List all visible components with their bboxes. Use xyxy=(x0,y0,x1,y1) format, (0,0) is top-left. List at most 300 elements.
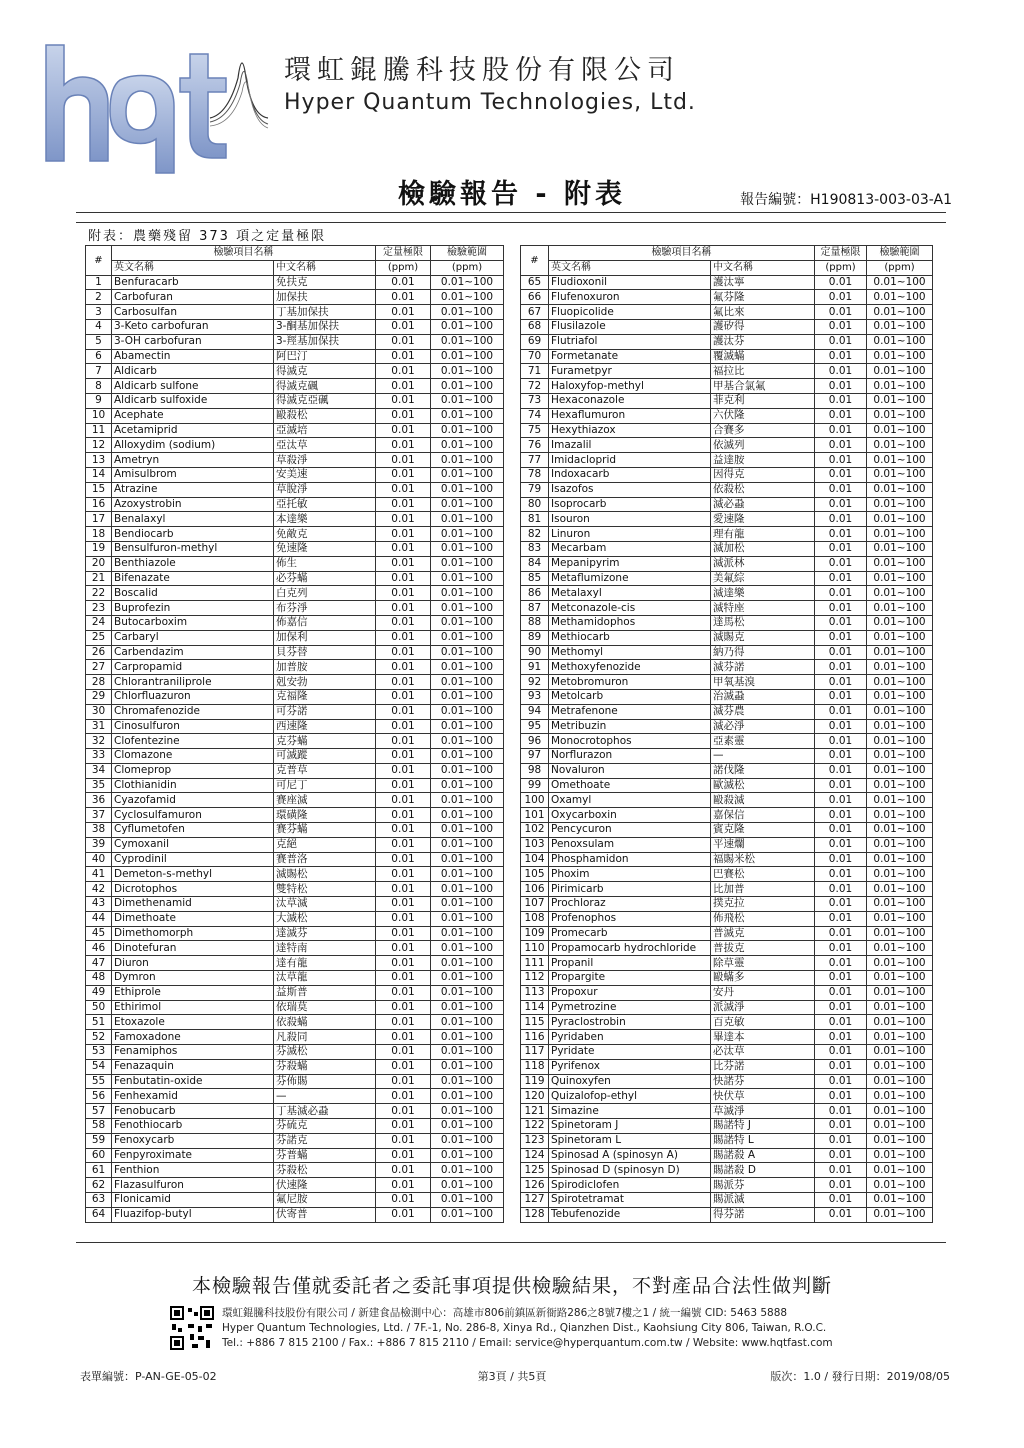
english-name: Fenobucarb xyxy=(112,1104,274,1119)
loq-value: 0.01 xyxy=(815,364,867,379)
chinese-name: 六伏隆 xyxy=(711,408,815,423)
table-row xyxy=(521,985,933,1000)
contact-block xyxy=(222,1306,833,1351)
english-name: Flusilazole xyxy=(549,319,711,334)
chinese-name: 合賽多 xyxy=(711,423,815,438)
loq-value: 0.01 xyxy=(815,453,867,468)
range-value: 0.01~100 xyxy=(867,689,933,704)
table-row xyxy=(86,689,504,704)
table-row xyxy=(86,556,504,571)
loq-value: 0.01 xyxy=(815,956,867,971)
table-row xyxy=(521,275,933,290)
row-number: 22 xyxy=(86,586,112,601)
chinese-name: 克普草 xyxy=(274,763,376,778)
table-row xyxy=(521,926,933,941)
range-value: 0.01~100 xyxy=(431,867,504,882)
chinese-name: 克福隆 xyxy=(274,689,376,704)
table-row xyxy=(521,453,933,468)
col-range-header: 檢驗範圍 xyxy=(431,246,504,261)
english-name: Linuron xyxy=(549,527,711,542)
range-value: 0.01~100 xyxy=(431,497,504,512)
row-number: 16 xyxy=(86,497,112,512)
loq-value: 0.01 xyxy=(376,453,431,468)
loq-value: 0.01 xyxy=(815,319,867,334)
english-name: Monocrotophos xyxy=(549,734,711,749)
chinese-name: — xyxy=(711,749,815,764)
row-number: 99 xyxy=(521,778,549,793)
table-row xyxy=(86,1015,504,1030)
row-number: 90 xyxy=(521,645,549,660)
row-number: 89 xyxy=(521,630,549,645)
english-name: Haloxyfop-methyl xyxy=(549,379,711,394)
row-number: 110 xyxy=(521,941,549,956)
col-range-header: 檢驗範圍 xyxy=(867,246,933,261)
range-value: 0.01~100 xyxy=(431,704,504,719)
chinese-name: 布芬淨 xyxy=(274,601,376,616)
chinese-name: 達特南 xyxy=(274,941,376,956)
row-number: 50 xyxy=(86,1000,112,1015)
loq-value: 0.01 xyxy=(376,719,431,734)
row-number: 3 xyxy=(86,305,112,320)
table-row xyxy=(86,319,504,334)
loq-value: 0.01 xyxy=(815,719,867,734)
chinese-name: 平速爛 xyxy=(711,837,815,852)
table-row xyxy=(86,1089,504,1104)
table-row xyxy=(86,334,504,349)
range-value: 0.01~100 xyxy=(431,527,504,542)
english-name: Oxycarboxin xyxy=(549,808,711,823)
range-value: 0.01~100 xyxy=(867,541,933,556)
english-name: Butocarboxim xyxy=(112,615,274,630)
english-name: Methoxyfenozide xyxy=(549,660,711,675)
english-name: Pyridaben xyxy=(549,1030,711,1045)
range-value: 0.01~100 xyxy=(431,438,504,453)
chinese-name: 撲克拉 xyxy=(711,897,815,912)
range-value: 0.01~100 xyxy=(867,349,933,364)
range-value: 0.01~100 xyxy=(867,778,933,793)
loq-value: 0.01 xyxy=(815,556,867,571)
range-value: 0.01~100 xyxy=(867,556,933,571)
loq-value: 0.01 xyxy=(376,512,431,527)
range-value: 0.01~100 xyxy=(431,734,504,749)
col-en-header: 英文名稱 xyxy=(112,260,274,275)
range-value: 0.01~100 xyxy=(431,1059,504,1074)
row-number: 119 xyxy=(521,1074,549,1089)
table-row xyxy=(86,926,504,941)
chinese-name: 滅特座 xyxy=(711,601,815,616)
table-row xyxy=(521,305,933,320)
loq-value: 0.01 xyxy=(815,497,867,512)
english-name: Pencycuron xyxy=(549,823,711,838)
range-value: 0.01~100 xyxy=(431,1089,504,1104)
row-number: 123 xyxy=(521,1133,549,1148)
row-number: 76 xyxy=(521,438,549,453)
english-name: Metribuzin xyxy=(549,719,711,734)
loq-value: 0.01 xyxy=(815,571,867,586)
loq-value: 0.01 xyxy=(815,1148,867,1163)
table-row xyxy=(521,867,933,882)
chinese-name: 安美速 xyxy=(274,467,376,482)
table-row xyxy=(86,453,504,468)
chinese-name: 芬殺松 xyxy=(274,1163,376,1178)
table-row xyxy=(521,556,933,571)
english-name: Profenophos xyxy=(549,911,711,926)
row-number: 122 xyxy=(521,1119,549,1134)
english-name: Prochloraz xyxy=(549,897,711,912)
loq-value: 0.01 xyxy=(815,852,867,867)
loq-value: 0.01 xyxy=(815,630,867,645)
english-name: Propanil xyxy=(549,956,711,971)
chinese-name: 亞滅培 xyxy=(274,423,376,438)
chinese-name: 賽芬蟎 xyxy=(274,823,376,838)
row-number: 43 xyxy=(86,897,112,912)
chinese-name: 必芬蟎 xyxy=(274,571,376,586)
company-name-en: Hyper Quantum Technologies, Ltd. xyxy=(284,90,696,115)
table-row xyxy=(86,467,504,482)
table-row xyxy=(86,852,504,867)
range-value: 0.01~100 xyxy=(867,1045,933,1060)
chinese-name: 依殺蟎 xyxy=(274,1015,376,1030)
range-value: 0.01~100 xyxy=(867,586,933,601)
english-name: Metobromuron xyxy=(549,675,711,690)
bottom-divider xyxy=(76,1242,946,1243)
loq-value: 0.01 xyxy=(815,1133,867,1148)
row-number: 32 xyxy=(86,734,112,749)
loq-value: 0.01 xyxy=(815,423,867,438)
table-row xyxy=(521,675,933,690)
loq-value: 0.01 xyxy=(376,793,431,808)
range-value: 0.01~100 xyxy=(867,882,933,897)
row-number: 24 xyxy=(86,615,112,630)
range-value: 0.01~100 xyxy=(431,541,504,556)
contact-zh: 環虹錕騰科技股份有限公司 / 新建食品檢測中心：高雄市806前鎮區新衙路286之8號7樓之1 / 統一編號 CID: 5463 5888 xyxy=(222,1307,788,1319)
english-name: Demeton-s-methyl xyxy=(112,867,274,882)
loq-value: 0.01 xyxy=(376,290,431,305)
table-row xyxy=(86,408,504,423)
english-name: Ethirimol xyxy=(112,1000,274,1015)
english-name: Imazalil xyxy=(549,438,711,453)
table-row xyxy=(521,734,933,749)
chinese-name: 可尼丁 xyxy=(274,778,376,793)
table-row xyxy=(521,1015,933,1030)
english-name: Carpropamid xyxy=(112,660,274,675)
loq-value: 0.01 xyxy=(376,985,431,1000)
loq-value: 0.01 xyxy=(376,808,431,823)
range-value: 0.01~100 xyxy=(867,1059,933,1074)
row-number: 60 xyxy=(86,1148,112,1163)
loq-value: 0.01 xyxy=(376,645,431,660)
loq-value: 0.01 xyxy=(376,334,431,349)
range-value: 0.01~100 xyxy=(431,660,504,675)
range-value: 0.01~100 xyxy=(867,1133,933,1148)
english-name: Spinosad A (spinosyn A) xyxy=(549,1148,711,1163)
row-number: 35 xyxy=(86,778,112,793)
row-number: 63 xyxy=(86,1193,112,1208)
table-row xyxy=(86,1148,504,1163)
row-number: 80 xyxy=(521,497,549,512)
chinese-name: 諾伐隆 xyxy=(711,763,815,778)
table-row xyxy=(521,837,933,852)
range-value: 0.01~100 xyxy=(431,1148,504,1163)
loq-value: 0.01 xyxy=(376,1030,431,1045)
english-name: Cyflumetofen xyxy=(112,823,274,838)
row-number: 69 xyxy=(521,334,549,349)
english-name: Hexythiazox xyxy=(549,423,711,438)
english-name: Formetanate xyxy=(549,349,711,364)
table-row xyxy=(86,749,504,764)
row-number: 57 xyxy=(86,1104,112,1119)
row-number: 36 xyxy=(86,793,112,808)
loq-value: 0.01 xyxy=(815,379,867,394)
table-row xyxy=(86,719,504,734)
row-number: 6 xyxy=(86,349,112,364)
english-name: Propamocarb hydrochloride xyxy=(549,941,711,956)
row-number: 71 xyxy=(521,364,549,379)
loq-value: 0.01 xyxy=(815,1089,867,1104)
range-value: 0.01~100 xyxy=(431,379,504,394)
loq-value: 0.01 xyxy=(376,319,431,334)
row-number: 113 xyxy=(521,985,549,1000)
loq-value: 0.01 xyxy=(815,1104,867,1119)
table-row xyxy=(86,527,504,542)
table-row xyxy=(521,1178,933,1193)
loq-value: 0.01 xyxy=(376,467,431,482)
english-name: Clomazone xyxy=(112,749,274,764)
table-row xyxy=(521,438,933,453)
loq-value: 0.01 xyxy=(376,971,431,986)
range-value: 0.01~100 xyxy=(867,275,933,290)
col-zh-header: 中文名稱 xyxy=(711,260,815,275)
row-number: 18 xyxy=(86,527,112,542)
col-loq-header: 定量極限 xyxy=(376,246,431,261)
loq-value: 0.01 xyxy=(815,393,867,408)
loq-value: 0.01 xyxy=(815,615,867,630)
row-number: 12 xyxy=(86,438,112,453)
english-name: Dimethoate xyxy=(112,911,274,926)
table-row xyxy=(86,601,504,616)
row-number: 15 xyxy=(86,482,112,497)
row-number: 1 xyxy=(86,275,112,290)
chinese-name: 達滅芬 xyxy=(274,926,376,941)
chinese-name: 美氟綜 xyxy=(711,571,815,586)
chinese-name: 雙特松 xyxy=(274,882,376,897)
english-name: Flutriafol xyxy=(549,334,711,349)
table-row xyxy=(521,586,933,601)
loq-value: 0.01 xyxy=(815,734,867,749)
english-name: Buprofezin xyxy=(112,601,274,616)
loq-value: 0.01 xyxy=(376,556,431,571)
row-number: 53 xyxy=(86,1045,112,1060)
chinese-name: 芬殺蟎 xyxy=(274,1059,376,1074)
loq-value: 0.01 xyxy=(376,541,431,556)
range-value: 0.01~100 xyxy=(431,823,504,838)
chinese-name: 伏寄普 xyxy=(274,1207,376,1222)
table-row xyxy=(521,482,933,497)
table-row xyxy=(86,512,504,527)
row-number: 65 xyxy=(521,275,549,290)
chinese-name: 甲基合氯氟 xyxy=(711,379,815,394)
loq-value: 0.01 xyxy=(815,512,867,527)
row-number: 95 xyxy=(521,719,549,734)
table-row xyxy=(86,438,504,453)
range-value: 0.01~100 xyxy=(867,749,933,764)
table-row xyxy=(86,808,504,823)
row-number: 25 xyxy=(86,630,112,645)
range-value: 0.01~100 xyxy=(867,1015,933,1030)
chinese-name: 益斯普 xyxy=(274,985,376,1000)
row-number: 115 xyxy=(521,1015,549,1030)
range-value: 0.01~100 xyxy=(431,290,504,305)
chinese-name: 貝芬替 xyxy=(274,645,376,660)
range-value: 0.01~100 xyxy=(431,645,504,660)
loq-value: 0.01 xyxy=(376,408,431,423)
loq-value: 0.01 xyxy=(815,438,867,453)
range-value: 0.01~100 xyxy=(867,1148,933,1163)
english-name: Mecarbam xyxy=(549,541,711,556)
chinese-name: 安丹 xyxy=(711,985,815,1000)
row-number: 75 xyxy=(521,423,549,438)
loq-value: 0.01 xyxy=(376,349,431,364)
loq-value: 0.01 xyxy=(815,645,867,660)
qr-code-icon xyxy=(170,1306,214,1350)
english-name: Fenthion xyxy=(112,1163,274,1178)
english-name: Fenbutatin-oxide xyxy=(112,1074,274,1089)
loq-value: 0.01 xyxy=(376,1074,431,1089)
loq-value: 0.01 xyxy=(376,867,431,882)
row-number: 45 xyxy=(86,926,112,941)
english-name: Atrazine xyxy=(112,482,274,497)
loq-value: 0.01 xyxy=(376,675,431,690)
chinese-name: — xyxy=(274,1089,376,1104)
row-number: 20 xyxy=(86,556,112,571)
row-number: 125 xyxy=(521,1163,549,1178)
table-row xyxy=(86,1119,504,1134)
range-value: 0.01~100 xyxy=(867,823,933,838)
range-value: 0.01~100 xyxy=(431,1015,504,1030)
english-name: Ethiprole xyxy=(112,985,274,1000)
row-number: 108 xyxy=(521,911,549,926)
table-row xyxy=(86,660,504,675)
range-value: 0.01~100 xyxy=(431,586,504,601)
loq-value: 0.01 xyxy=(376,749,431,764)
row-number: 44 xyxy=(86,911,112,926)
table-row xyxy=(86,305,504,320)
table-row xyxy=(86,290,504,305)
table-row xyxy=(521,1089,933,1104)
table-row xyxy=(521,704,933,719)
chinese-name: 西速隆 xyxy=(274,719,376,734)
col-en-header: 英文名稱 xyxy=(549,260,711,275)
loq-value: 0.01 xyxy=(815,808,867,823)
chinese-name: 嘉保信 xyxy=(711,808,815,823)
range-value: 0.01~100 xyxy=(431,408,504,423)
chinese-name: 可滅蹤 xyxy=(274,749,376,764)
chinese-name: 佈生 xyxy=(274,556,376,571)
range-value: 0.01~100 xyxy=(431,1074,504,1089)
english-name: Diuron xyxy=(112,956,274,971)
row-number: 121 xyxy=(521,1104,549,1119)
range-value: 0.01~100 xyxy=(431,689,504,704)
table-row xyxy=(521,334,933,349)
english-name: Cyprodinil xyxy=(112,852,274,867)
english-name: Fenothiocarb xyxy=(112,1119,274,1134)
english-name: Carbaryl xyxy=(112,630,274,645)
table-row xyxy=(86,1074,504,1089)
range-value: 0.01~100 xyxy=(431,911,504,926)
table-row xyxy=(521,778,933,793)
table-row xyxy=(521,911,933,926)
chinese-name: 派滅淨 xyxy=(711,1000,815,1015)
english-name: Chlorantraniliprole xyxy=(112,675,274,690)
table-row xyxy=(521,423,933,438)
loq-value: 0.01 xyxy=(815,601,867,616)
chinese-name: 必汰草 xyxy=(711,1045,815,1060)
table-row xyxy=(521,1000,933,1015)
loq-value: 0.01 xyxy=(815,541,867,556)
loq-value: 0.01 xyxy=(376,615,431,630)
table-row xyxy=(521,971,933,986)
english-name: Spinosad D (spinosyn D) xyxy=(549,1163,711,1178)
row-number: 29 xyxy=(86,689,112,704)
row-number: 106 xyxy=(521,882,549,897)
disclaimer: 本檢驗報告僅就委託者之委託事項提供檢驗結果，不對產品合法性做判斷 xyxy=(191,1275,832,1297)
top-divider-2 xyxy=(76,222,946,223)
row-number: 51 xyxy=(86,1015,112,1030)
english-name: Pyrifenox xyxy=(549,1059,711,1074)
chinese-name: 理有龍 xyxy=(711,527,815,542)
loq-value: 0.01 xyxy=(376,379,431,394)
col-loq-header: 定量極限 xyxy=(815,246,867,261)
range-value: 0.01~100 xyxy=(867,571,933,586)
loq-value: 0.01 xyxy=(376,1207,431,1222)
loq-value: 0.01 xyxy=(376,882,431,897)
range-value: 0.01~100 xyxy=(867,1089,933,1104)
row-number: 26 xyxy=(86,645,112,660)
loq-value: 0.01 xyxy=(815,985,867,1000)
table-row xyxy=(521,393,933,408)
table-row xyxy=(86,704,504,719)
row-number: 124 xyxy=(521,1148,549,1163)
row-number: 86 xyxy=(521,586,549,601)
english-name: Chlorfluazuron xyxy=(112,689,274,704)
chinese-name: 3-羥基加保扶 xyxy=(274,334,376,349)
report-number: 報告編號：H190813-003-03-A1 xyxy=(740,192,952,208)
col-range-unit: (ppm) xyxy=(431,260,504,275)
chinese-name: 滅派林 xyxy=(711,556,815,571)
table-row xyxy=(86,1178,504,1193)
chinese-name: 免扶克 xyxy=(274,275,376,290)
loq-value: 0.01 xyxy=(815,867,867,882)
table-row xyxy=(521,1119,933,1134)
row-number: 19 xyxy=(86,541,112,556)
table-row xyxy=(521,541,933,556)
hqt-logo xyxy=(40,40,270,175)
range-value: 0.01~100 xyxy=(867,867,933,882)
loq-value: 0.01 xyxy=(815,1207,867,1222)
row-number: 100 xyxy=(521,793,549,808)
range-value: 0.01~100 xyxy=(867,305,933,320)
chinese-name: 賽座滅 xyxy=(274,793,376,808)
row-number: 96 xyxy=(521,734,549,749)
chinese-name: 凡殺同 xyxy=(274,1030,376,1045)
table-row xyxy=(521,1193,933,1208)
row-number: 116 xyxy=(521,1030,549,1045)
range-value: 0.01~100 xyxy=(867,985,933,1000)
english-name: Cyazofamid xyxy=(112,793,274,808)
range-value: 0.01~100 xyxy=(867,971,933,986)
chinese-name: 百克敏 xyxy=(711,1015,815,1030)
table-row xyxy=(86,586,504,601)
